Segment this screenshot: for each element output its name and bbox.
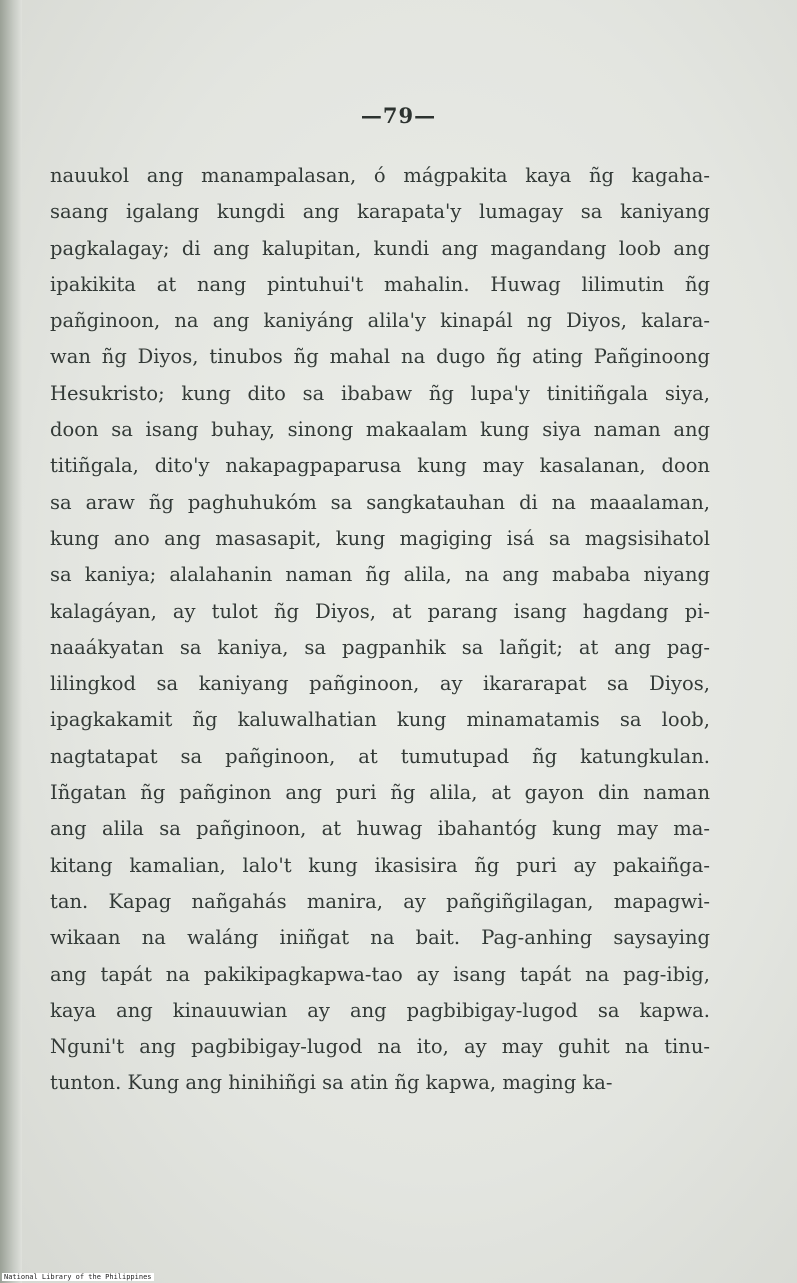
library-credit: National Library of the Philippines: [4, 1273, 152, 1281]
text-line: pañginoon, na ang kaniyáng alila'y kinapál ng Diyos, kalara-: [50, 309, 710, 333]
page-number: —79—: [360, 103, 437, 128]
text-line: ipakikita at nang pintuhui't mahalin. Huwag lilimutin ñg: [50, 272, 710, 296]
text-line: ang alila sa pañginoon, at huwag ibahantóg kung may ma-: [50, 817, 710, 841]
text-line: wikaan na waláng iniñgat na bait. Pag-anhing saysaying: [50, 926, 710, 950]
text-line: tan. Kapag nañgahás manira, ay pañgiñgilagan, mapagwi-: [50, 889, 710, 913]
text-line: Hesukristo; kung dito sa ibabaw ñg lupa'y tinitiñgala siya,: [50, 381, 710, 405]
text-line: Iñgatan ñg pañginon ang puri ñg alila, at gayon din naman: [50, 781, 710, 805]
text-line: nagtatapat sa pañginoon, at tumutupad ñg katungkulan.: [50, 744, 710, 768]
body-text: [50, 158, 710, 1102]
text-line: titiñgala, dito'y nakapagpaparusa kung may kasalanan, doon: [50, 454, 710, 478]
text-line: pagkalagay; di ang kalupitan, kundi ang magandang loob ang: [50, 236, 710, 260]
text-line: kalagáyan, ay tulot ñg Diyos, at parang isang hagdang pi-: [50, 599, 710, 623]
text-line: wan ñg Diyos, tinubos ñg mahal na dugo ñg ating Pañginoong: [50, 345, 710, 369]
text-line: tunton. Kung ang hinihiñgi sa atin ñg kapwa, maging ka-: [50, 1071, 613, 1095]
text-line: sa araw ñg paghuhukóm sa sangkatauhan di na maaalaman,: [50, 490, 710, 514]
text-line: saang igalang kungdi ang karapata'y lumagay sa kaniyang: [50, 200, 710, 224]
text-line: sa kaniya; alalahanin naman ñg alila, na ang mababa niyang: [50, 563, 710, 587]
text-line: Nguni't ang pagbibigay-lugod na ito, ay may guhit na tinu-: [50, 1035, 710, 1059]
text-line: doon sa isang buhay, sinong makaalam kung siya naman ang: [50, 418, 710, 442]
text-line: nauukol ang manampalasan, ó mágpakita kaya ñg kagaha-: [50, 164, 710, 187]
text-line: ang tapát na pakikipagkapwa-tao ay isang tapát na pag-ibig,: [50, 962, 710, 986]
text-line: naaákyatan sa kaniya, sa pagpanhik sa lañgit; at ang pag-: [50, 635, 710, 659]
text-line: kung ano ang masasapit, kung magiging isá sa magsisihatol: [50, 526, 710, 550]
text-line: kaya ang kinauuwian ay ang pagbibigay-lugod sa kapwa.: [50, 998, 710, 1022]
text-line: kitang kamalian, lalo't kung ikasisira ñg puri ay pakaiñga-: [50, 853, 710, 877]
book-gutter-shadow: [0, 0, 22, 1283]
text-line: lilingkod sa kaniyang pañginoon, ay ikararapat sa Diyos,: [50, 672, 710, 696]
text-line: ipagkakamit ñg kaluwalhatian kung minamatamis sa loob,: [50, 708, 710, 732]
